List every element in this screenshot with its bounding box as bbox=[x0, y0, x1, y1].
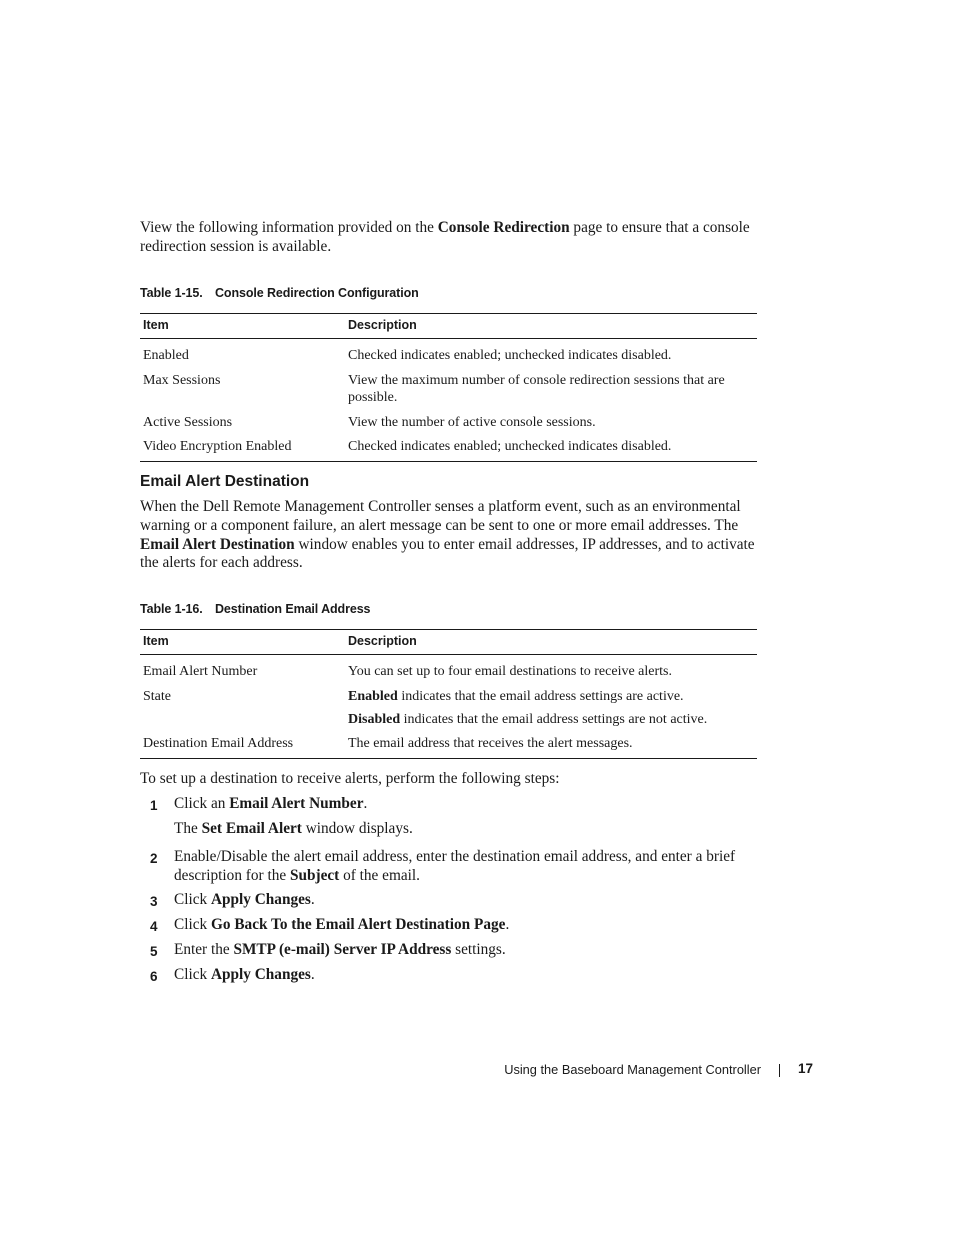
table-row bbox=[140, 413, 757, 438]
step-text bbox=[174, 966, 764, 985]
step-text-part: Enter the bbox=[174, 941, 234, 958]
table-16-title: Destination Email Address bbox=[215, 602, 371, 616]
console-redirection-table bbox=[140, 313, 757, 462]
table-cell-description: The email address that receives the alert messages. bbox=[345, 734, 757, 758]
step-text bbox=[174, 941, 764, 960]
table-16-number: Table 1-16. bbox=[140, 602, 203, 616]
step-bold-term: Email Alert Number bbox=[229, 795, 364, 812]
step-bold-term: Set Email Alert bbox=[201, 820, 302, 837]
table-cell-description bbox=[345, 687, 757, 735]
disabled-text: indicates that the email address settings are not active. bbox=[400, 711, 708, 727]
table-cell-description: You can set up to four email destinations to receive alerts. bbox=[348, 664, 672, 679]
steps-intro: To set up a destination to receive alerts, perform the following steps: bbox=[140, 770, 560, 787]
state-disabled-line bbox=[348, 711, 754, 729]
table-cell-item: Destination Email Address bbox=[140, 734, 345, 758]
table-15-caption bbox=[140, 286, 419, 300]
table-cell-description: Checked indicates enabled; unchecked indicates disabled. bbox=[345, 437, 757, 461]
table-cell-description: View the maximum number of console redirection sessions that are possible. bbox=[348, 372, 725, 405]
table-row bbox=[140, 687, 757, 735]
table-16-header-description: Description bbox=[345, 630, 757, 655]
step-text-part: Enable/Disable the alert email address, enter the destination email address, and enter a brief description for the bbox=[174, 848, 736, 884]
table-15-number: Table 1-15. bbox=[140, 286, 203, 300]
step-text bbox=[174, 795, 764, 814]
footer-chapter-title: Using the Baseboard Management Controller bbox=[504, 1062, 761, 1077]
footer-divider bbox=[779, 1064, 780, 1077]
disabled-term: Disabled bbox=[348, 711, 401, 727]
state-enabled-line bbox=[348, 688, 754, 706]
table-16-header-item: Item bbox=[140, 630, 345, 655]
step-text-part: window displays. bbox=[301, 820, 413, 837]
table-15-header-description: Description bbox=[345, 314, 757, 339]
step-number: 5 bbox=[150, 944, 158, 959]
enabled-text: indicates that the email address settings are active. bbox=[397, 688, 684, 704]
step-bold-term: Apply Changes bbox=[210, 966, 311, 983]
step-text bbox=[174, 848, 764, 886]
table-16-caption bbox=[140, 602, 370, 616]
email-alert-destination-term: Email Alert Destination bbox=[140, 535, 295, 553]
section-text-2: window enables you to enter email addresses, IP addresses, and to activate the alerts for each address. bbox=[140, 535, 755, 572]
step-bold-term: Go Back To the Email Alert Destination Page bbox=[210, 916, 506, 933]
step-bold-term: SMTP (e-mail) Server IP Address bbox=[233, 941, 452, 958]
intro-text-1: View the following information provided on the bbox=[140, 219, 438, 236]
step-text bbox=[174, 916, 764, 935]
table-cell-item: Email Alert Number bbox=[143, 664, 258, 679]
step-text-part: settings. bbox=[451, 941, 506, 958]
step-text-part: Click bbox=[174, 966, 211, 983]
table-row bbox=[140, 734, 757, 758]
table-row bbox=[140, 655, 757, 687]
table-row bbox=[140, 437, 757, 461]
table-cell-item: Active Sessions bbox=[143, 414, 233, 430]
table-cell-item: State bbox=[143, 688, 171, 704]
step-text bbox=[174, 891, 764, 910]
intro-paragraph bbox=[140, 219, 760, 257]
table-row bbox=[140, 339, 757, 371]
step-text-part: . bbox=[363, 795, 368, 812]
step-text-part: . bbox=[310, 966, 315, 983]
step-text-part: The bbox=[174, 820, 202, 837]
page-number: 17 bbox=[798, 1061, 814, 1076]
intro-text-2: page to ensure that a console redirection session is available. bbox=[140, 219, 750, 255]
step-text-part: . bbox=[310, 891, 315, 908]
destination-email-table bbox=[140, 629, 757, 759]
table-15-title: Console Redirection Configuration bbox=[215, 286, 419, 300]
section-text-1: When the Dell Remote Management Controller senses a platform event, such as an environmental warning or a component failure, an alert message can be sent to one or more email addresses. The bbox=[140, 498, 741, 534]
table-row bbox=[140, 371, 757, 413]
step-number: 2 bbox=[150, 851, 158, 866]
step-bold-term: Apply Changes bbox=[210, 891, 311, 908]
table-cell-description: Checked indicates enabled; unchecked indicates disabled. bbox=[348, 348, 672, 363]
step-text-part: Click bbox=[174, 891, 211, 908]
step-text-part: Click an bbox=[174, 795, 230, 812]
step-text-part: of the email. bbox=[339, 866, 420, 884]
step-text-part: Click bbox=[174, 916, 211, 933]
step-number: 4 bbox=[150, 919, 158, 934]
table-cell-item: Enabled bbox=[143, 348, 189, 363]
enabled-term: Enabled bbox=[348, 688, 398, 704]
table-cell-description: View the number of active console sessions. bbox=[348, 414, 596, 430]
table-15-header-item: Item bbox=[140, 314, 345, 339]
step-number: 1 bbox=[150, 798, 158, 813]
console-redirection-term: Console Redirection bbox=[437, 219, 570, 236]
step-bold-term: Subject bbox=[289, 866, 340, 884]
section-heading: Email Alert Destination bbox=[140, 473, 310, 490]
table-cell-item: Max Sessions bbox=[143, 372, 221, 388]
step-number: 3 bbox=[150, 894, 158, 909]
table-cell-item: Video Encryption Enabled bbox=[140, 437, 345, 461]
step-text-part: . bbox=[505, 916, 510, 933]
step-number: 6 bbox=[150, 969, 158, 984]
section-paragraph bbox=[140, 498, 760, 573]
step-1-result bbox=[174, 820, 764, 839]
